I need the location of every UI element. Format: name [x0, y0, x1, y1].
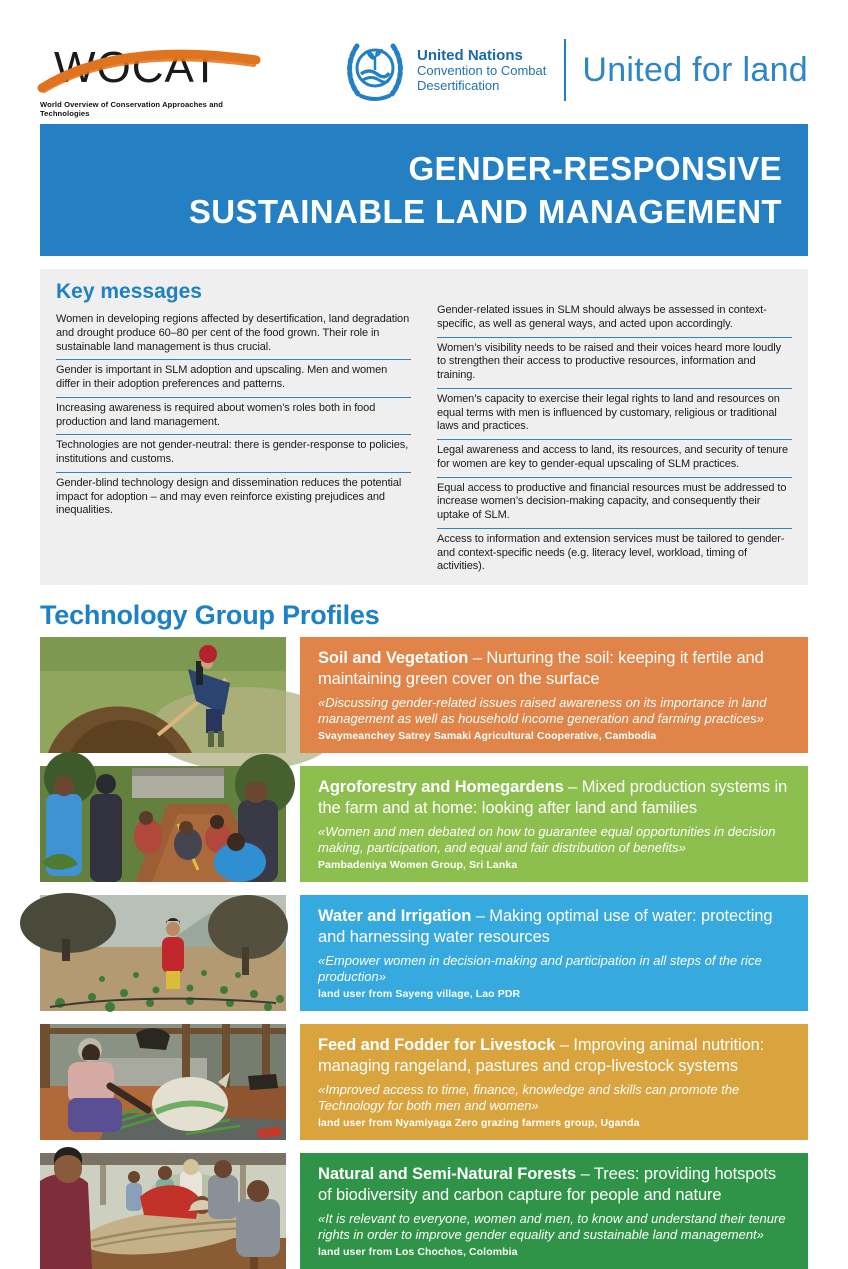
profile-title-rest: – Making optimal use of water: protecting and harnessing water resources [318, 907, 773, 946]
profile-title-bold: Natural and Semi-Natural Forests [318, 1165, 577, 1183]
key-message: Legal awareness and access to land, its resources, and security of tenure for women are key to gender-equal upscaling of SLM practices. [437, 440, 792, 478]
wocat-logo [40, 38, 270, 118]
un-emblem-icon [343, 38, 407, 102]
profile-row-water-and-irrigation [40, 895, 808, 1011]
profile-quote: «Improved access to time, finance, knowledge and skills can promote the Technology for both men and women» [318, 1082, 740, 1113]
profile-title-rest: – Nurturing the soil: keeping it fertile and maintaining green cover on the surface [318, 649, 764, 688]
profile-panel-soil-and-vegetation [300, 637, 808, 753]
profile-source: Pambadeniya Women Group, Sri Lanka [318, 859, 518, 871]
profile-quote: «It is relevant to everyone, women and men, to know and understand their tenure rights in order to improve gender equality and sustainable land management» [318, 1211, 786, 1242]
un-org-name: United Nations [417, 46, 523, 64]
profiles-rows [40, 637, 808, 1269]
unccd-logo-block [343, 38, 808, 102]
profile-title [318, 1164, 790, 1205]
title-line-2: SUSTAINABLE LAND MANAGEMENT [188, 193, 782, 230]
profile-panel-feed-and-fodder-for-livestock [300, 1024, 808, 1140]
profile-title [318, 648, 790, 689]
unccd-sub-line1: Convention to Combat [417, 63, 547, 79]
profile-row-agroforestry-and-homegardens [40, 766, 808, 882]
profiles-title: Technology Group Profiles [40, 600, 380, 630]
profile-panel-natural-and-semi-natural-forests [300, 1153, 808, 1269]
key-message: Gender-related issues in SLM should always be assessed in context-specific, as well as general ways, and acted upon accordingly. [437, 300, 792, 338]
key-message: Access to information and extension services must be tailored to gender- and context-specific needs (e.g. literacy level, workload, timing of activities). [437, 532, 785, 573]
wocat-logo-icon [40, 38, 258, 94]
profile-quote: «Empower women in decision-making and participation in all steps of the rice production» [318, 953, 762, 984]
logo-divider [564, 39, 566, 101]
key-message: Women in developing regions affected by desertification, land degradation and drought produce 60–80 per cent of the food grown. Their role in sustainable land management is thus crucial. [56, 309, 411, 360]
profile-title [318, 906, 790, 947]
photo-agroforestry-and-homegardens [40, 766, 286, 882]
profile-source: land user from Nyamiyaga Zero grazing farmers group, Uganda [318, 1117, 640, 1129]
key-messages-section [40, 269, 808, 585]
title-line-1: GENDER-RESPONSIVE [408, 150, 782, 187]
profile-title-bold: Water and Irrigation [318, 907, 472, 925]
profile-title-rest: – Trees: providing hotspots of biodiversity and carbon capture for people and nature [318, 1165, 777, 1204]
photo-natural-and-semi-natural-forests [40, 1153, 286, 1269]
key-messages-right-column [437, 279, 792, 579]
photo-water-and-irrigation [40, 895, 286, 1011]
header [0, 0, 848, 118]
profile-title [318, 1035, 790, 1076]
united-for-land-wordmark: United for land [582, 50, 808, 89]
profile-source: Svaymeanchey Satrey Samaki Agricultural Cooperative, Cambodia [318, 730, 657, 742]
key-messages-left-column [56, 279, 411, 579]
photo-feed-and-fodder-for-livestock [40, 1024, 286, 1140]
profile-panel-water-and-irrigation [300, 895, 808, 1011]
profile-quote: «Discussing gender-related issues raised awareness on its importance in land management as well as household income generation and farming practices» [318, 695, 767, 726]
key-message: Women’s visibility needs to be raised and their voices heard more loudly to strengthen their access to productive resources, information and training. [437, 338, 792, 389]
profile-row-soil-and-vegetation [40, 637, 808, 753]
key-message: Women’s capacity to exercise their legal rights to land and resources on equal terms with men is influenced by customary, religious or traditional laws and practices. [437, 389, 792, 440]
profile-source: land user from Sayeng village, Lao PDR [318, 988, 521, 1000]
title-banner [40, 124, 808, 256]
profile-title-rest: – Mixed production systems in the farm and at home: looking after land and families [318, 778, 788, 817]
key-message: Equal access to productive and financial resources must be addressed to increase women’s decision-making capacity, and consequently their uptake of SLM. [437, 478, 792, 529]
profile-quote: «Women and men debated on how to guarantee equal opportunities in decision making, participation, and equal and fair distribution of benefits» [318, 824, 776, 855]
unccd-text [417, 47, 546, 93]
key-message: Gender is important in SLM adoption and upscaling. Men and women differ in their adoption preferences and patterns. [56, 360, 411, 398]
profile-panel-agroforestry-and-homegardens [300, 766, 808, 882]
profile-row-feed-and-fodder-for-livestock [40, 1024, 808, 1140]
photo-soil-and-vegetation [40, 637, 286, 753]
profile-title-bold: Agroforestry and Homegardens [318, 778, 564, 796]
svg-text:WOCAT: WOCAT [54, 43, 220, 92]
profile-title-rest: – Improving animal nutrition: managing rangeland, pastures and crop-livestock systems [318, 1036, 765, 1075]
wocat-tagline: World Overview of Conservation Approaches and Technologies [40, 100, 223, 118]
profile-source: land user from Los Chochos, Colombia [318, 1246, 518, 1258]
unccd-sub-line2: Desertification [417, 77, 500, 93]
profile-title [318, 777, 790, 818]
key-messages-title: Key messages [56, 280, 202, 303]
profile-title-bold: Soil and Vegetation [318, 649, 469, 667]
profile-title-bold: Feed and Fodder for Livestock [318, 1036, 556, 1054]
key-message: Technologies are not gender-neutral: there is gender-response to policies, institutions and customs. [56, 435, 411, 473]
profile-row-natural-and-semi-natural-forests [40, 1153, 808, 1269]
key-message: Increasing awareness is required about women’s roles both in food production and land management. [56, 398, 411, 436]
key-message: Gender-blind technology design and dissemination reduces the potential impact for adoption – and may even reinforce existing prejudices and inequalities. [56, 476, 402, 517]
